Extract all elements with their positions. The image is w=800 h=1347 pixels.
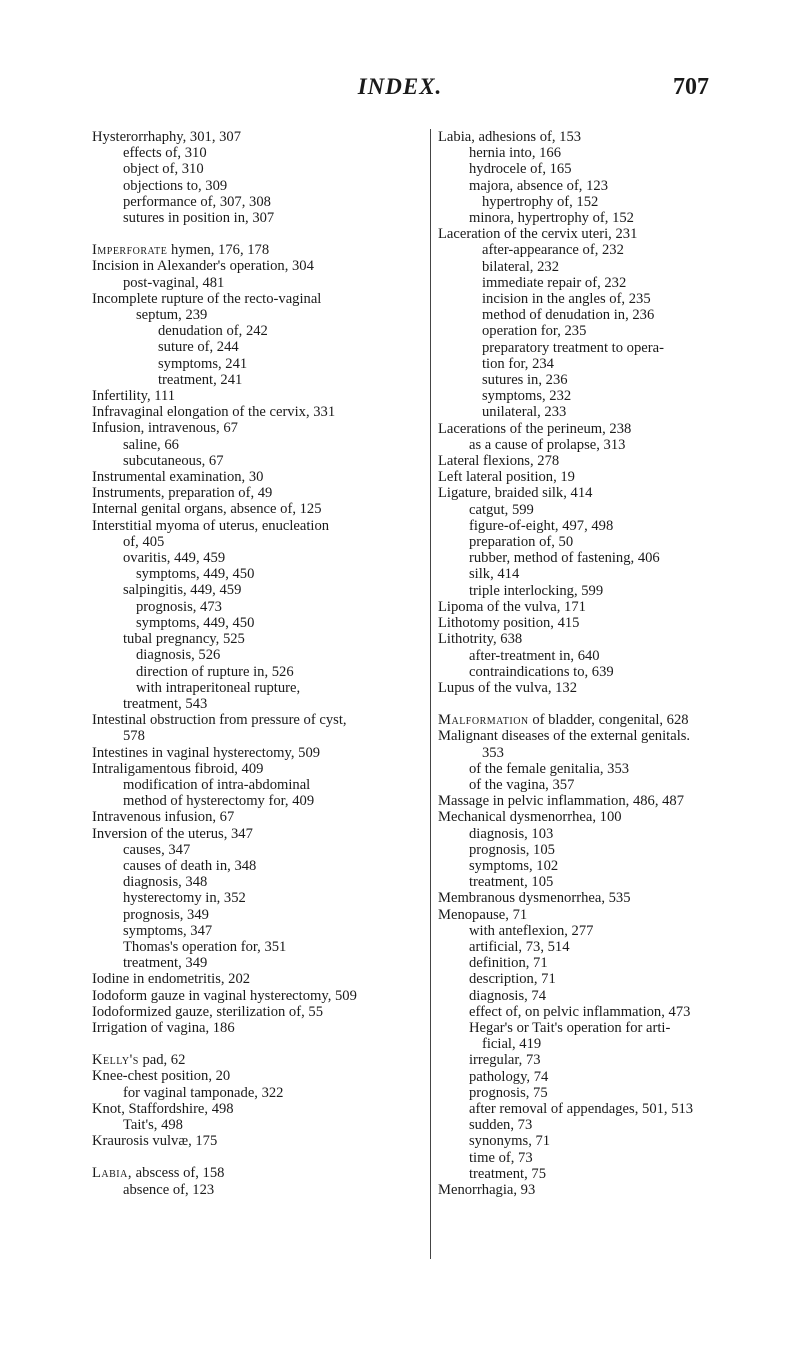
index-entry: after-treatment in, 640: [469, 647, 600, 664]
index-entry: sutures in position in, 307: [123, 210, 275, 227]
index-entry: diagnosis, 348: [123, 874, 208, 891]
index-entry: symptoms, 102: [469, 857, 559, 874]
index-entry: ovaritis, 449, 459: [123, 550, 226, 567]
index-lead-word: Malformation: [438, 712, 529, 729]
index-entry: performance of, 307, 308: [123, 193, 271, 210]
index-entry: Kraurosis vulvæ, 175: [92, 1133, 218, 1150]
index-entry: Lateral flexions, 278: [438, 453, 560, 470]
index-entry: Thomas's operation for, 351: [123, 938, 287, 955]
index-entry: Lipoma of the vulva, 171: [438, 598, 586, 615]
index-entry: saline, 66: [123, 436, 179, 453]
index-lead-word: Kelly's: [92, 1052, 139, 1069]
index-entry: post-vaginal, 481: [123, 274, 225, 291]
index-entry: [92, 242, 427, 258]
index-lead-word: Imperforate: [92, 242, 168, 259]
index-entry-text: abscess of, 158: [135, 1165, 225, 1182]
index-entry: Iodoform gauze in vaginal hysterectomy, 509: [92, 987, 357, 1004]
index-entry: Hysterorrhaphy, 301, 307: [92, 129, 242, 145]
index-entry: subcutaneous, 67: [123, 452, 224, 469]
index-entry: modification of intra-abdominal: [123, 776, 311, 793]
index-entry: [438, 712, 750, 728]
index-entry: treatment, 105: [469, 874, 554, 891]
index-entry: figure-of-eight, 497, 498: [469, 517, 614, 534]
index-entry: Iodine in endometritis, 202: [92, 971, 251, 988]
index-column-left: [92, 129, 427, 1198]
index-entry: for vaginal tamponade, 322: [123, 1084, 284, 1101]
index-entry: Irrigation of vagina, 186: [92, 1019, 235, 1036]
index-entry: object of, 310: [123, 161, 204, 178]
index-entry: Incision in Alexander's operation, 304: [92, 258, 314, 275]
index-entry: Intravenous infusion, 67: [92, 809, 235, 826]
index-entry: Instrumental examination, 30: [92, 469, 264, 486]
index-entry: Infertility, 111: [92, 388, 176, 405]
index-entry: diagnosis, 526: [136, 647, 221, 664]
page-number: 707: [673, 74, 709, 100]
index-entry: triple interlocking, 599: [469, 582, 604, 599]
index-entry: unilateral, 233: [482, 404, 567, 421]
index-entry: synonyms, 71: [469, 1133, 551, 1150]
index-entry-text: hymen, 176, 178: [171, 242, 270, 259]
index-entry: silk, 414: [469, 566, 520, 583]
index-entry: minora, hypertrophy of, 152: [469, 210, 634, 227]
index-entry: treatment, 75: [469, 1165, 546, 1182]
index-entry: bilateral, 232: [482, 258, 559, 275]
index-entry: Inversion of the uterus, 347: [92, 825, 253, 842]
index-entry: Lacerations of the perineum, 238: [438, 420, 632, 437]
index-entry: symptoms, 241: [158, 355, 248, 372]
index-entry: [92, 1165, 427, 1181]
index-entry: Intestinal obstruction from pressure of cyst,: [92, 712, 347, 729]
index-entry-text: pad, 62: [142, 1052, 186, 1069]
index-entry: Hegar's or Tait's operation for arti-: [469, 1019, 671, 1036]
index-entry: Intraligamentous fibroid, 409: [92, 760, 264, 777]
index-entry: pathology, 74: [469, 1068, 549, 1085]
index-entry: treatment, 349: [123, 955, 208, 972]
index-entry: method of hysterectomy for, 409: [123, 793, 315, 810]
index-entry: after removal of appendages, 501, 513: [469, 1100, 694, 1117]
index-entry: irregular, 73: [469, 1052, 541, 1069]
index-entry: after-appearance of, 232: [482, 242, 624, 259]
index-entry: immediate repair of, 232: [482, 274, 627, 291]
index-entry: Ligature, braided silk, 414: [438, 485, 593, 502]
index-entry: artificial, 73, 514: [469, 938, 570, 955]
index-entry: of the vagina, 357: [469, 776, 575, 793]
index-entry: method of denudation in, 236: [482, 307, 655, 324]
index-entry: with intraperitoneal rupture,: [136, 679, 301, 696]
index-entry: Left lateral position, 19: [438, 469, 575, 486]
index-entry: Mechanical dysmenorrhea, 100: [438, 809, 622, 826]
index-entry-text: of bladder, congenital, 628: [532, 712, 689, 729]
index-entry: Infusion, intravenous, 67: [92, 420, 238, 437]
index-entry: prognosis, 349: [123, 906, 209, 923]
index-entry: [92, 1052, 427, 1068]
index-entry: time of, 73: [469, 1149, 533, 1166]
index-entry: of the female genitalia, 353: [469, 760, 630, 777]
index-entry: Interstitial myoma of uterus, enucleation: [92, 517, 330, 534]
index-entry: tubal pregnancy, 525: [123, 631, 245, 648]
index-entry: denudation of, 242: [158, 323, 268, 340]
index-column-right: [430, 129, 750, 1259]
index-entry: Iodoformized gauze, sterilization of, 55: [92, 1003, 323, 1020]
index-entry: definition, 71: [469, 955, 548, 972]
index-entry: prognosis, 473: [136, 598, 222, 615]
index-entry: Tait's, 498: [123, 1116, 183, 1133]
index-entry: Incomplete rupture of the recto-vaginal: [92, 290, 322, 307]
index-entry: rubber, method of fastening, 406: [469, 550, 660, 567]
index-entry: of, 405: [123, 533, 165, 550]
index-entry: Knot, Staffordshire, 498: [92, 1100, 234, 1117]
index-entry: Internal genital organs, absence of, 125: [92, 501, 322, 518]
index-entry: incision in the angles of, 235: [482, 291, 651, 308]
index-entry: direction of rupture in, 526: [136, 663, 294, 680]
index-entry: symptoms, 449, 450: [136, 614, 255, 631]
index-entry: suture of, 244: [158, 339, 239, 356]
index-entry: Labia, adhesions of, 153: [438, 129, 582, 145]
index-entry: hysterectomy in, 352: [123, 890, 246, 907]
index-entry: Massage in pelvic inflammation, 486, 487: [438, 793, 685, 810]
index-entry: symptoms, 449, 450: [136, 566, 255, 583]
index-entry: catgut, 599: [469, 501, 534, 518]
index-entry: contraindications to, 639: [469, 663, 614, 680]
index-entry: sudden, 73: [469, 1117, 533, 1134]
index-entry: 353: [482, 744, 504, 761]
index-entry: treatment, 241: [158, 371, 243, 388]
index-entry: symptoms, 232: [482, 388, 572, 405]
index-entry: diagnosis, 74: [469, 987, 547, 1004]
index-entry: preparatory treatment to opera-: [482, 339, 664, 356]
index-entry: symptoms, 347: [123, 922, 213, 939]
index-entry: ficial, 419: [482, 1036, 542, 1053]
index-entry: effect of, on pelvic inflammation, 473: [469, 1003, 691, 1020]
index-entry: prognosis, 75: [469, 1084, 548, 1101]
index-entry: preparation of, 50: [469, 534, 574, 551]
index-entry: Membranous dysmenorrhea, 535: [438, 890, 631, 907]
index-entry: causes of death in, 348: [123, 857, 257, 874]
index-entry: Lithotomy position, 415: [438, 615, 580, 632]
index-entry: absence of, 123: [123, 1181, 215, 1198]
index-entry: causes, 347: [123, 841, 191, 858]
index-entry: effects of, 310: [123, 145, 207, 162]
page-header: [0, 74, 800, 106]
index-entry: as a cause of prolapse, 313: [469, 436, 626, 453]
index-entry: with anteflexion, 277: [469, 922, 594, 939]
index-entry: 578: [123, 728, 145, 745]
index-entry: treatment, 543: [123, 695, 208, 712]
index-entry: Lupus of the vulva, 132: [438, 679, 578, 696]
index-entry: sutures in, 236: [482, 372, 568, 389]
running-head: INDEX.: [357, 74, 443, 99]
index-entry: operation for, 235: [482, 323, 587, 340]
index-entry: prognosis, 105: [469, 841, 555, 858]
index-entry: hydrocele of, 165: [469, 161, 572, 178]
index-entry: septum, 239: [136, 307, 208, 324]
index-entry: Knee-chest position, 20: [92, 1068, 231, 1085]
index-entry: Menorrhagia, 93: [438, 1182, 536, 1198]
index-entry: Instruments, preparation of, 49: [92, 485, 273, 502]
index-entry: hypertrophy of, 152: [482, 193, 599, 210]
index-entry: Lithotrity, 638: [438, 631, 523, 648]
index-entry: Laceration of the cervix uteri, 231: [438, 226, 638, 243]
index-entry: diagnosis, 103: [469, 825, 554, 842]
index-entry: salpingitis, 449, 459: [123, 582, 242, 599]
index-entry: Infravaginal elongation of the cervix, 331: [92, 404, 336, 421]
index-lead-word: Labia,: [92, 1165, 133, 1182]
index-entry: majora, absence of, 123: [469, 177, 608, 194]
index-entry: description, 71: [469, 971, 556, 988]
index-entry: Menopause, 71: [438, 906, 528, 923]
index-entry: Malignant diseases of the external genitals.: [438, 728, 691, 745]
index-entry: Intestines in vaginal hysterectomy, 509: [92, 744, 321, 761]
index-entry: objections to, 309: [123, 177, 228, 194]
index-entry: hernia into, 166: [469, 145, 562, 162]
index-entry: tion for, 234: [482, 355, 554, 372]
